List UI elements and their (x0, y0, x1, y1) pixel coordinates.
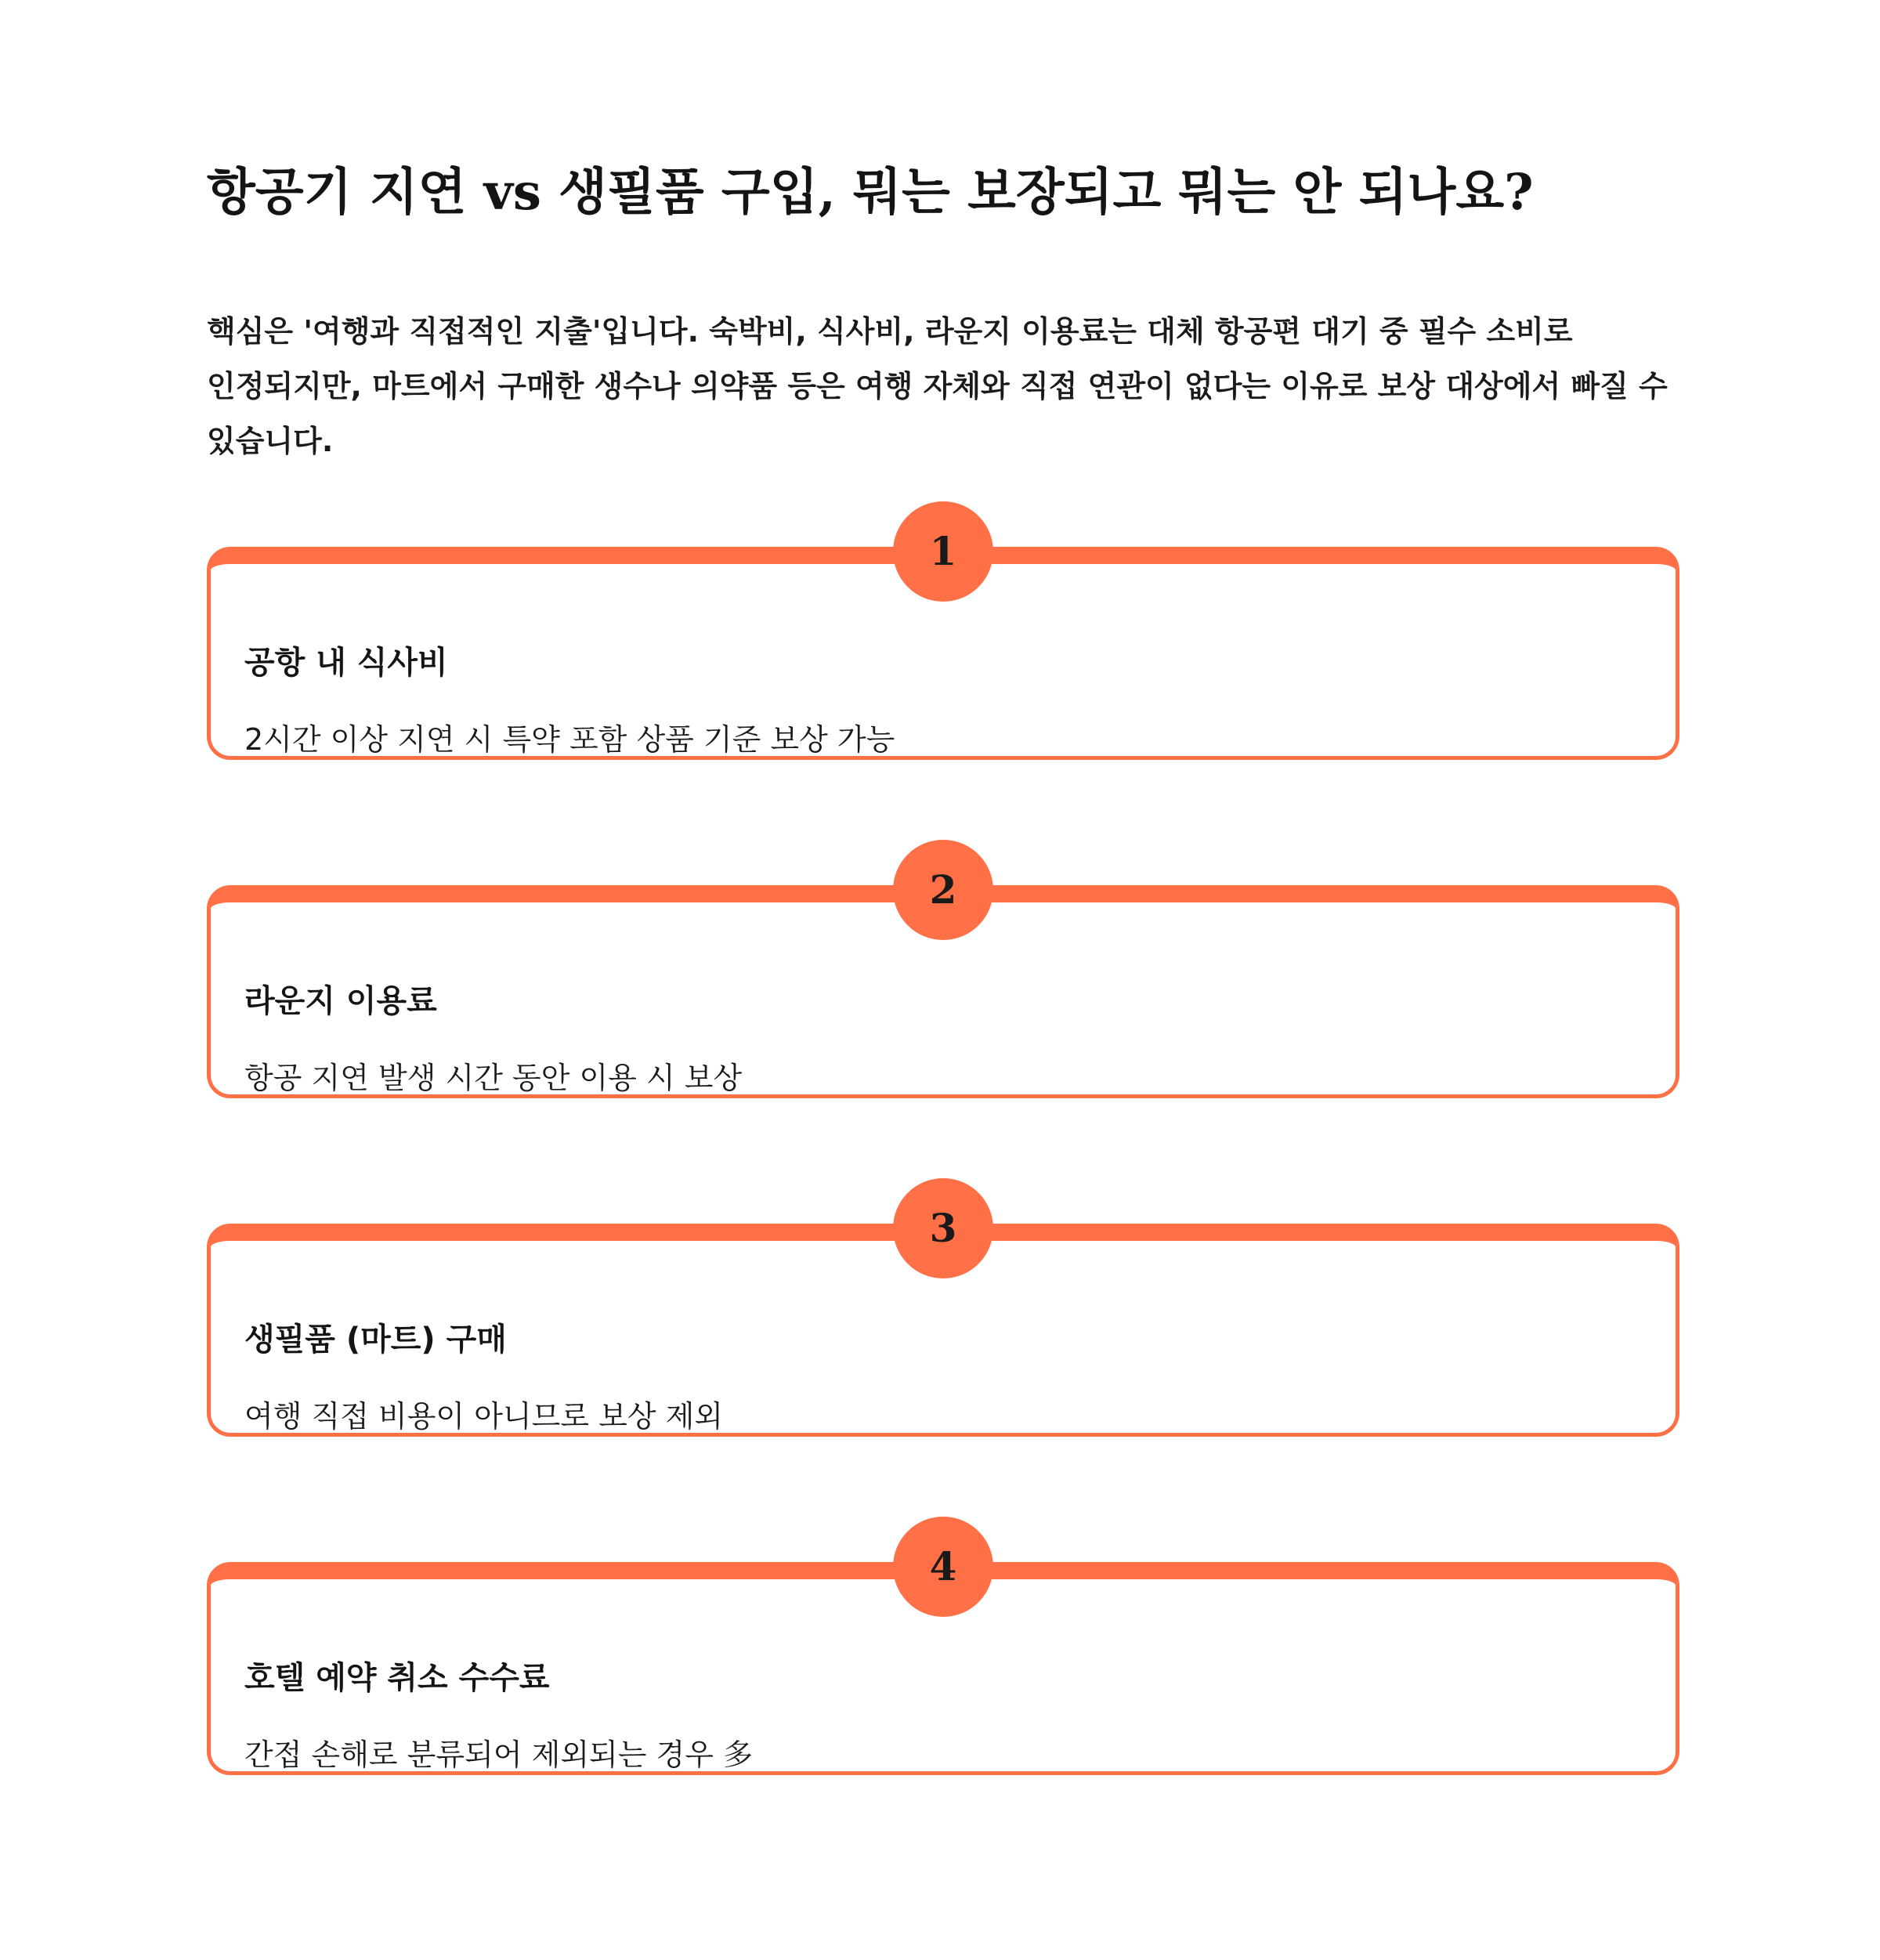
list-item (207, 1178, 1679, 1437)
card-title: 라운지 이용료 (244, 983, 437, 1019)
card-description: 2시간 이상 지연 시 특약 포함 상품 기준 보상 가능 (244, 722, 895, 757)
step-number-badge: 4 (893, 1517, 993, 1617)
card-description: 여행 직접 비용이 아니므로 보상 제외 (244, 1399, 724, 1434)
card-title: 생필품 (마트) 구매 (244, 1322, 507, 1358)
list-item (207, 1517, 1679, 1775)
list-item (207, 840, 1679, 1098)
card-title: 호텔 예약 취소 수수료 (244, 1660, 550, 1696)
step-number-badge: 3 (893, 1178, 993, 1278)
card-description: 간접 손해로 분류되어 제외되는 경우 多 (244, 1738, 754, 1772)
card-title: 공항 내 식사비 (244, 645, 448, 681)
list-item (207, 501, 1679, 760)
page-title: 항공기 지연 vs 생필품 구입, 뭐는 보장되고 뭐는 안 되나요? (207, 163, 1534, 222)
step-number-badge: 1 (893, 501, 993, 602)
intro-paragraph: 핵심은 '여행과 직접적인 지출'입니다. 숙박비, 식사비, 라운지 이용료는 대체 항공편 대기 중 필수 소비로 인정되지만, 마트에서 구매한 생수나 의약품 등은 여행 자체와 직접 연관이 없다는 이유로 보상 대상에서 빠질 수 있습니다. (207, 314, 1668, 458)
card-description: 항공 지연 발생 시간 동안 이용 시 보상 (244, 1061, 743, 1095)
step-number-badge: 2 (893, 840, 993, 940)
